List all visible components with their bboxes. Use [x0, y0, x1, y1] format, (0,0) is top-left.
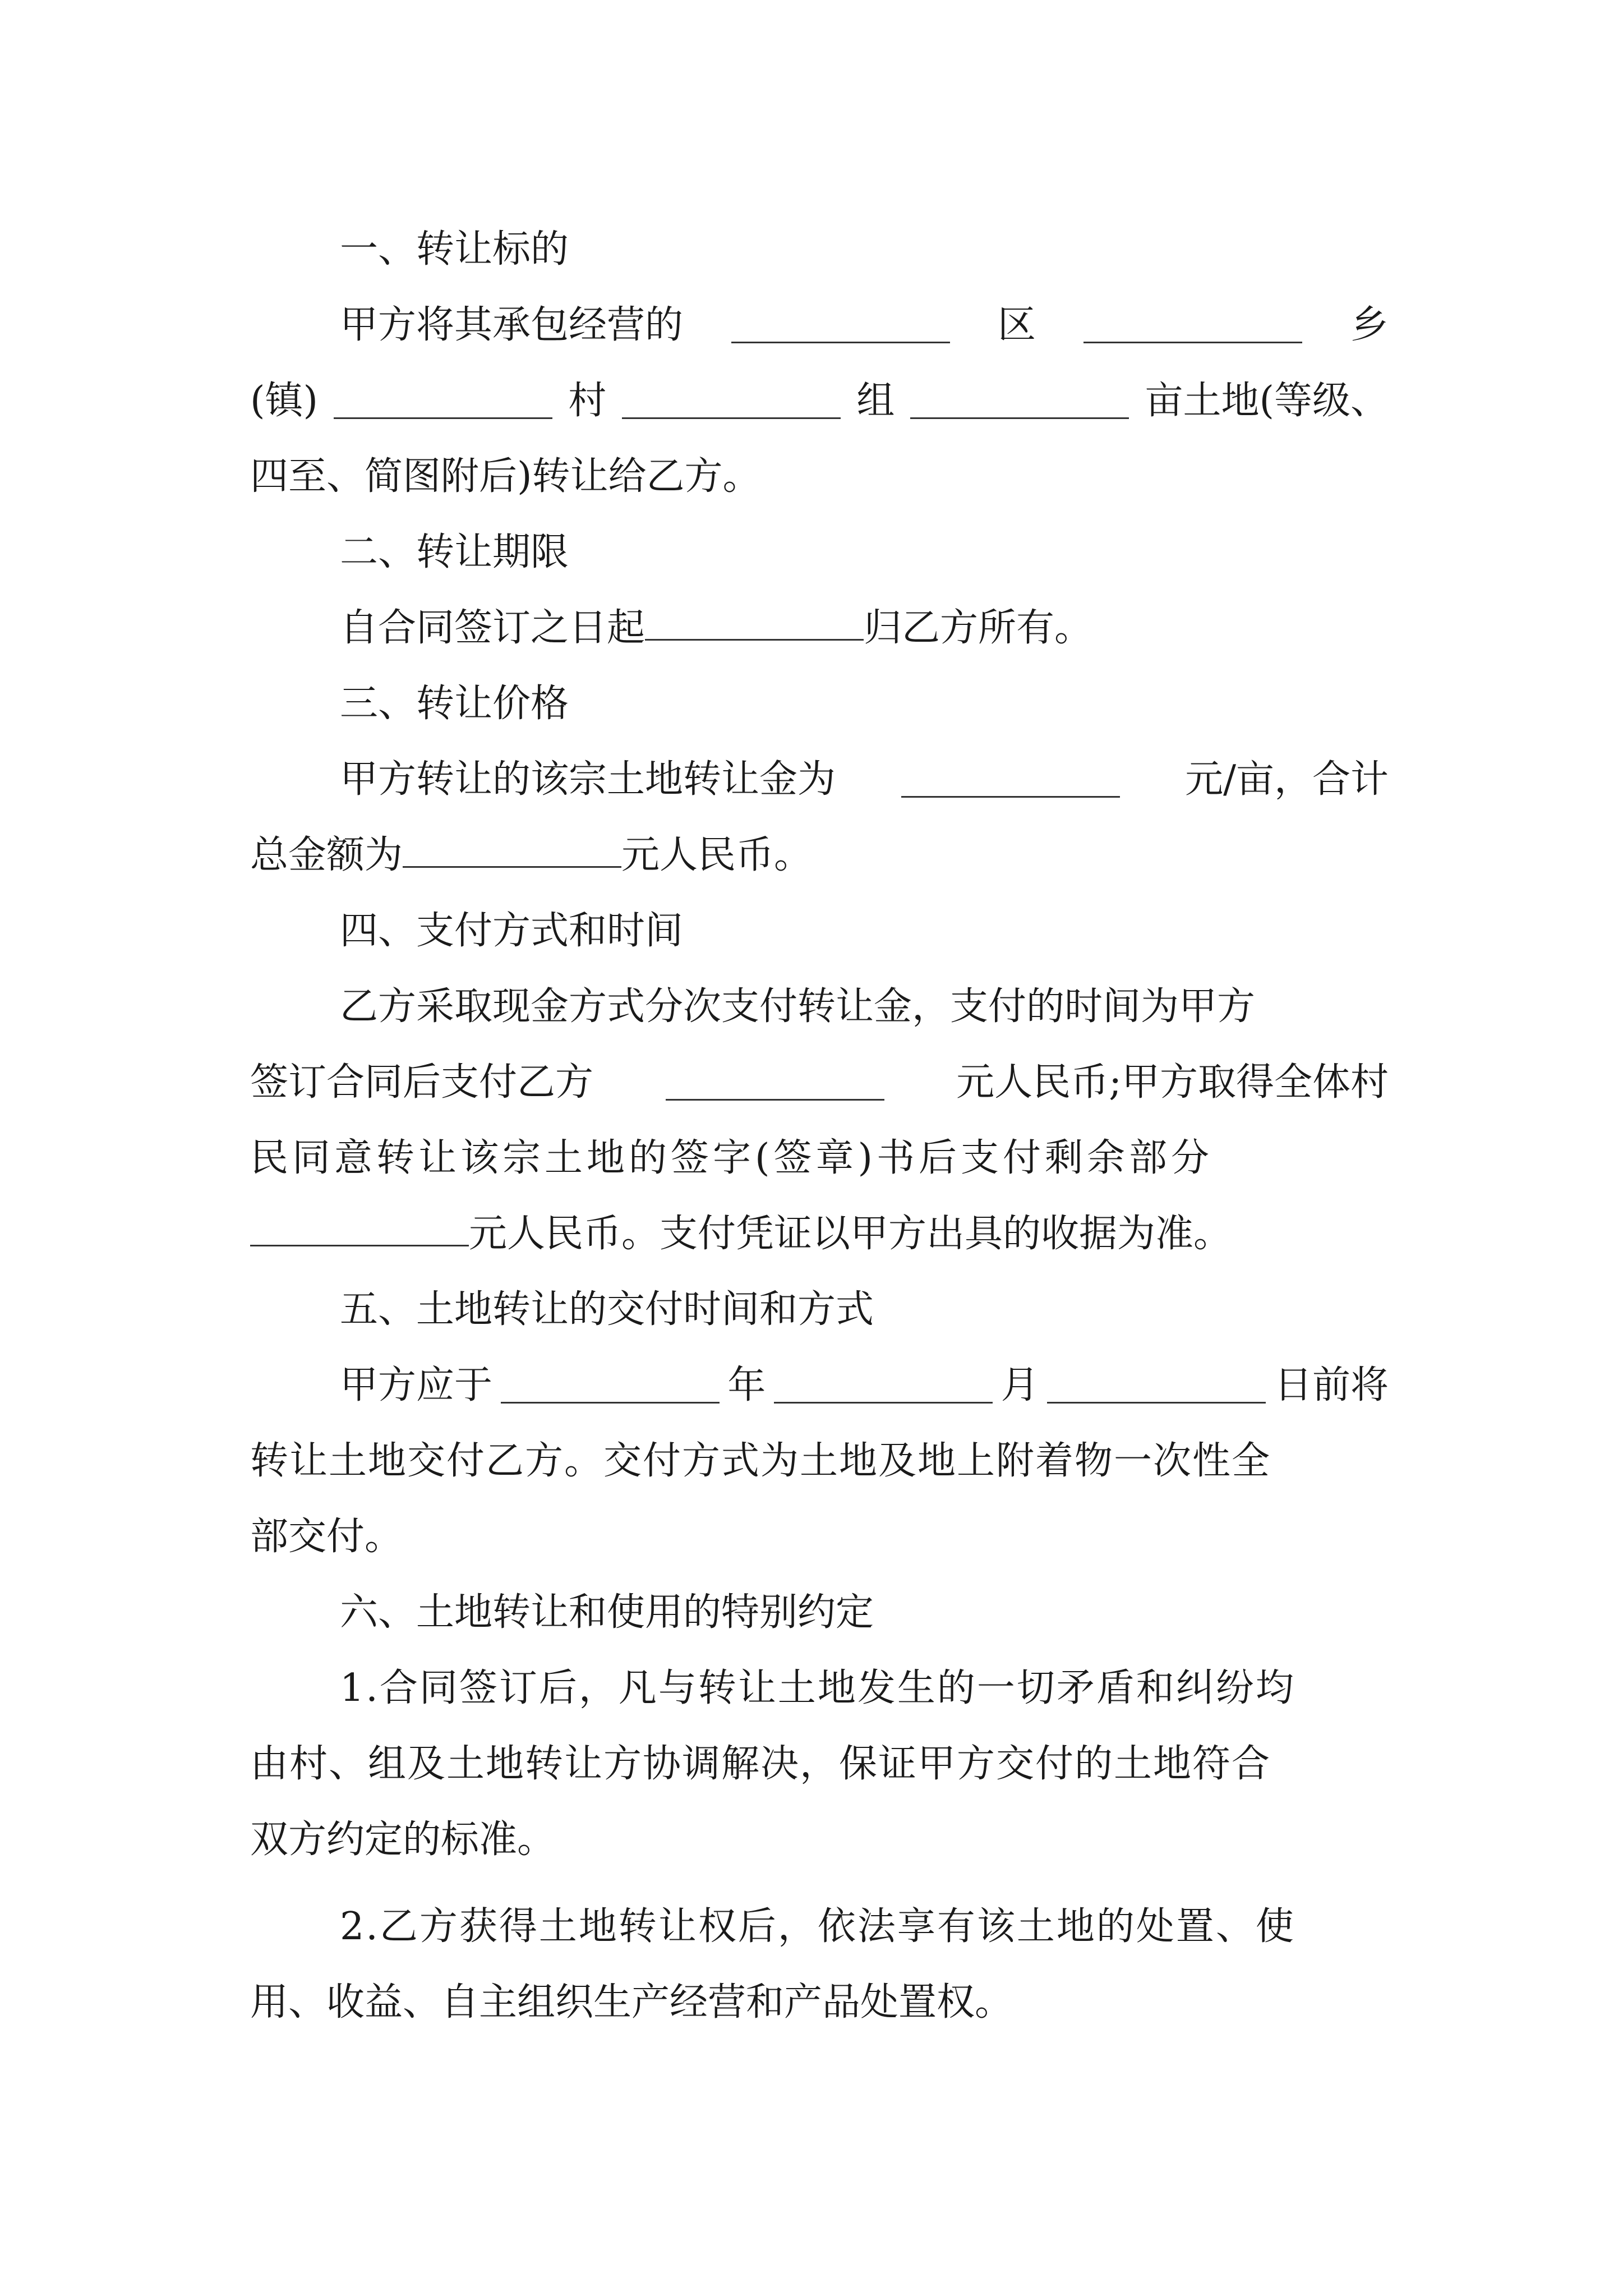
- section-6-heading: 六、土地转让和使用的特别约定: [340, 1590, 874, 1635]
- blank-township: [1083, 308, 1302, 343]
- blank-town: [334, 384, 552, 419]
- section-6-item-1-line-3: 双方约定的标准。: [250, 1818, 556, 1862]
- section-1-line-3: 四至、简图附后)转让给乙方。: [250, 454, 761, 499]
- text: 甲方将其承包经营的: [340, 303, 684, 347]
- section-5-line-2: 转让土地交付乙方。交付方式为土地及地上附着物一次性全: [250, 1439, 1271, 1483]
- section-2-line-1: [340, 595, 1092, 662]
- blank-month: [774, 1368, 993, 1404]
- text: 元人民币;甲方取得全体村: [956, 1060, 1389, 1105]
- section-6-item-1-line-1: 1.合同签订后，凡与转让土地发生的一切矛盾和纠纷均: [340, 1666, 1295, 1710]
- blank-group: [910, 384, 1129, 419]
- text: 自合同签订之日起: [340, 606, 645, 650]
- blank-price-per-mu: [901, 762, 1120, 798]
- section-4-line-2: [250, 1049, 1389, 1116]
- text: 归乙方所有。: [864, 606, 1093, 650]
- blank-total-amount: [403, 832, 621, 868]
- text: 乡: [1350, 303, 1389, 347]
- text: 甲方应于: [340, 1363, 493, 1407]
- section-4-heading: 四、支付方式和时间: [340, 909, 684, 953]
- text: 日前将: [1274, 1363, 1389, 1407]
- blank-district: [731, 308, 950, 343]
- section-2-heading: 二、转让期限: [340, 530, 569, 574]
- text: 签订合同后支付乙方: [250, 1060, 594, 1105]
- text: 元人民币。支付凭证以甲方出具的收据为准。: [469, 1212, 1232, 1256]
- text: 村: [568, 379, 607, 423]
- blank-remaining-payment: [250, 1211, 469, 1246]
- section-1-line-1: [340, 292, 1389, 359]
- blank-first-payment: [666, 1065, 884, 1101]
- section-4-line-3: 民同意转让该宗土地的签字(签章)书后支付剩余部分: [250, 1136, 1214, 1180]
- section-3-line-2: [250, 822, 812, 889]
- text: 元人民币。: [621, 833, 813, 877]
- blank-year: [501, 1368, 720, 1404]
- section-1-line-2: [250, 367, 1389, 435]
- section-4-line-4: [250, 1200, 1232, 1268]
- text: 甲方转让的该宗土地转让金为: [340, 757, 836, 802]
- section-3-line-1: [340, 746, 1389, 813]
- section-5-line-1: [340, 1352, 1389, 1419]
- text: 总金额为: [250, 833, 403, 877]
- section-5-line-3: 部交付。: [250, 1515, 403, 1559]
- text: 元/亩，合计: [1185, 757, 1389, 802]
- section-6-item-2-line-2: 用、收益、自主组织生产经营和产品处置权。: [250, 1980, 1013, 2024]
- section-6-item-1-line-2: 由村、组及土地转让方协调解决，保证甲方交付的土地符合: [250, 1742, 1271, 1786]
- blank-term: [645, 605, 864, 641]
- text: 年: [727, 1363, 766, 1407]
- text: 区: [997, 303, 1036, 347]
- section-4-line-1: 乙方采取现金方式分次支付转让金，支付的时间为甲方: [340, 984, 1256, 1029]
- section-6-item-2-line-1: 2.乙方获得土地转让权后，依法享有该土地的处置、使: [340, 1904, 1295, 1949]
- text: 月: [1000, 1363, 1039, 1407]
- blank-day: [1047, 1368, 1266, 1404]
- section-3-heading: 三、转让价格: [340, 682, 569, 726]
- blank-village: [622, 384, 841, 419]
- section-1-heading: 一、转让标的: [340, 227, 569, 272]
- section-5-heading: 五、土地转让的交付时间和方式: [340, 1287, 874, 1332]
- text: 组: [856, 379, 895, 423]
- text: (镇): [250, 379, 319, 423]
- text: 亩土地(等级、: [1145, 379, 1389, 423]
